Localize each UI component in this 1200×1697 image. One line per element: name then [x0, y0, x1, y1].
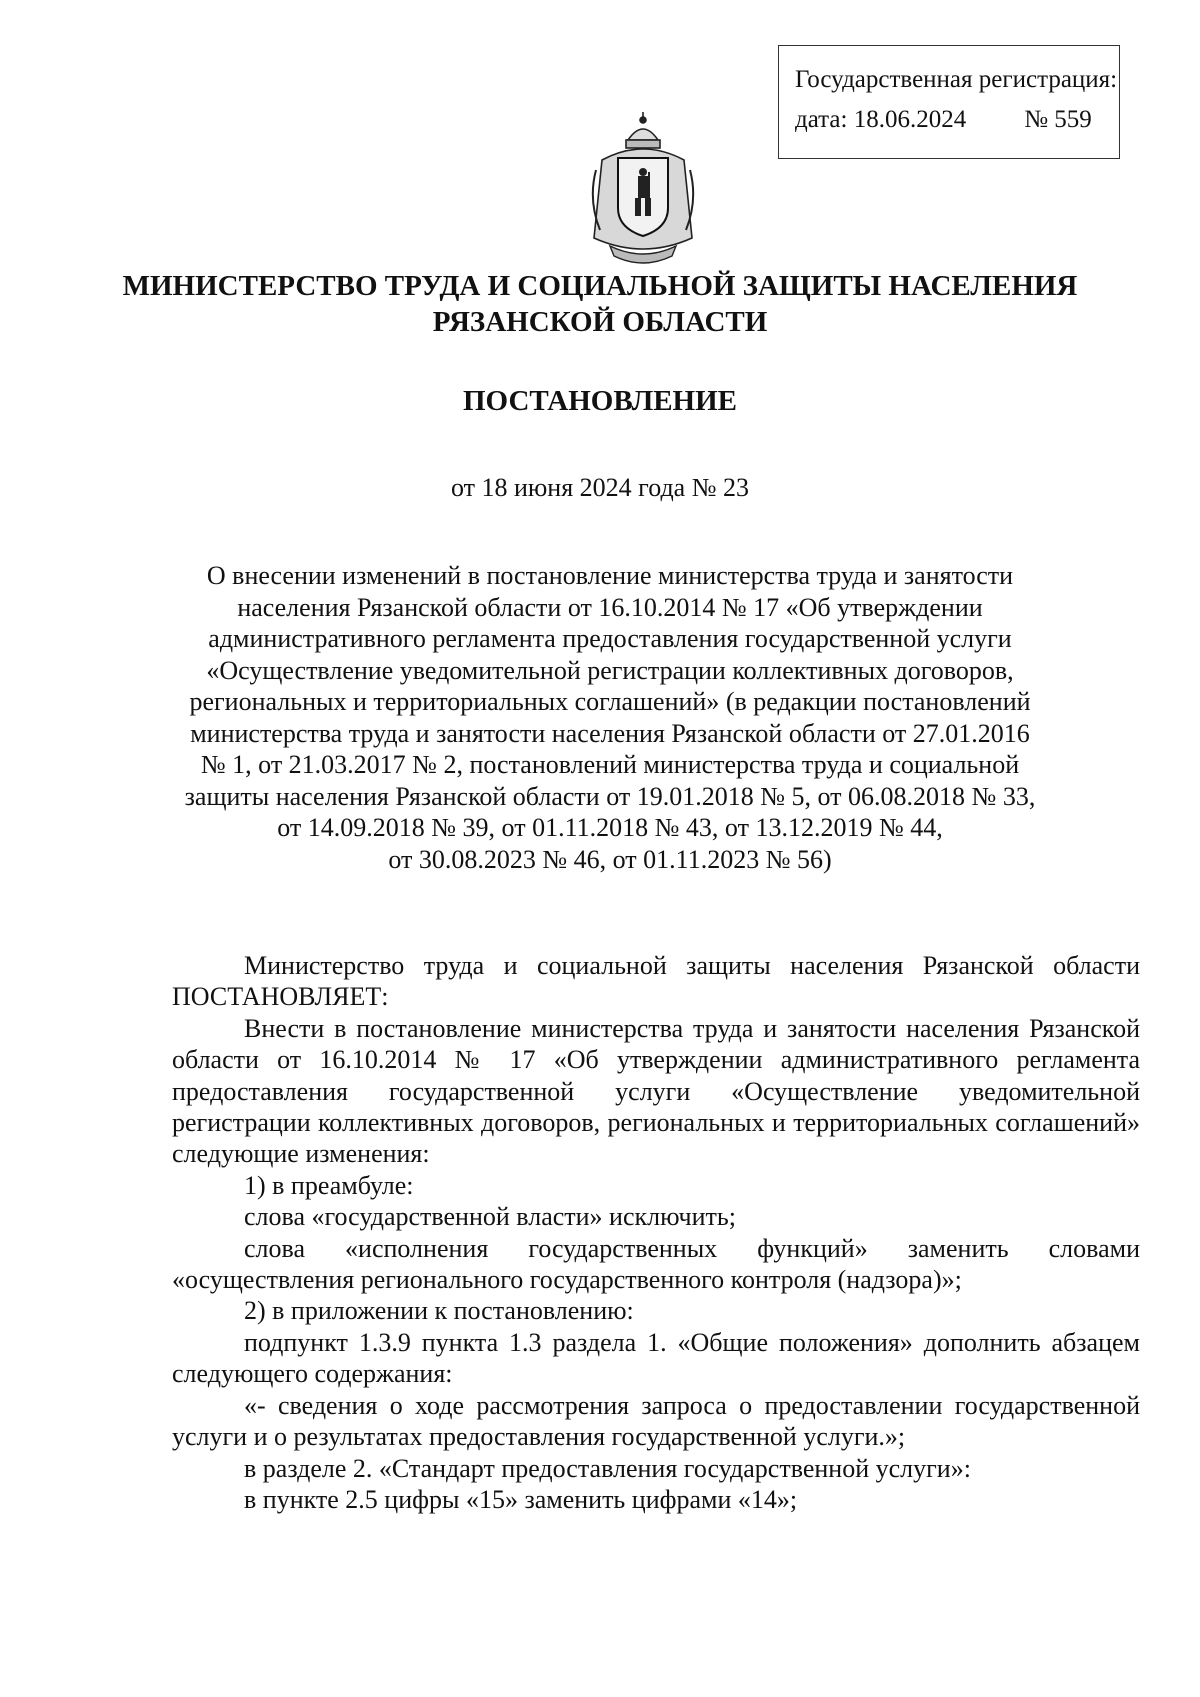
body-paragraph: 2) в приложении к постановлению:	[244, 1296, 634, 1326]
subject-line: «Осуществление уведомительной регистрации коллективных договоров,	[206, 655, 1014, 685]
body-paragraph: в пункте 2.5 цифры «15» заменить цифрами «14»;	[244, 1484, 798, 1514]
subject-line: № 1, от 21.03.2017 № 2, постановлений министерства труда и социальной	[200, 750, 1020, 779]
document-body	[172, 950, 1140, 1515]
registration-title: Государственная регистрация:	[795, 66, 1118, 93]
ministry-title-line2: РЯЗАНСКОЙ ОБЛАСТИ	[432, 306, 768, 338]
body-paragraph: слова «исполнения государственных функций» заменить словами «осуществления регионального государственного контроля (надзора)»;	[172, 1233, 1140, 1295]
subject-line: от 14.09.2018 № 39, от 01.11.2018 № 43, от 13.12.2019 № 44,	[277, 813, 943, 842]
subject-line: защиты населения Рязанской области от 19.01.2018 № 5, от 06.08.2018 № 33,	[184, 781, 1036, 811]
body-paragraph: Внести в постановление министерства труда и занятости населения Рязанской области от 16.10.2014 № 17 «Об утверждении административного регламента предоставления государственной услуги «Осуществление уведомительной регистрации коллективных договоров, региональных и территориальных соглашений» следующие изменения:	[172, 1013, 1140, 1169]
body-paragraph: Министерство труда и социальной защиты населения Рязанской области ПОСТАНОВЛЯЕТ:	[172, 951, 1140, 1012]
body-paragraph: «- сведения о ходе рассмотрения запроса о предоставлении государственной услуги и о результатах предоставления государственной услуги.»;	[172, 1390, 1140, 1452]
subject-line: от 30.08.2023 № 46, от 01.11.2023 № 56)	[388, 844, 832, 874]
registration-number: № 559	[1024, 106, 1092, 133]
document-type: ПОСТАНОВЛЕНИЕ	[462, 385, 737, 417]
subject-line: населения Рязанской области от 16.10.2014 № 17 «Об утверждении	[237, 592, 983, 622]
ministry-title	[0, 268, 1200, 340]
subject-line: министерства труда и занятости населения Рязанской области от 27.01.2016	[190, 718, 1030, 748]
document-subject	[170, 560, 1050, 875]
registration-stamp	[778, 45, 1120, 159]
ministry-title-line1: МИНИСТЕРСТВО ТРУДА И СОЦИАЛЬНОЙ ЗАЩИТЫ НАСЕЛЕНИЯ	[122, 270, 1078, 302]
document-date-number: от 18 июня 2024 года № 23	[450, 473, 750, 502]
body-paragraph: подпункт 1.3.9 пункта 1.3 раздела 1. «Общие положения» дополнить абзацем следующего содержания:	[172, 1327, 1140, 1389]
subject-line: региональных и территориальных соглашений» (в редакции постановлений	[189, 687, 1031, 716]
registration-date: дата: 18.06.2024	[795, 106, 967, 133]
ryazan-coat-of-arms-icon	[588, 110, 698, 272]
body-paragraph: 1) в преамбуле:	[244, 1170, 414, 1200]
subject-line: О внесении изменений в постановление министерства труда и занятости	[206, 561, 1014, 590]
body-paragraph: в разделе 2. «Стандарт предоставления государственной услуги»:	[244, 1453, 971, 1483]
body-paragraph: слова «государственной власти» исключить;	[244, 1202, 736, 1232]
subject-line: административного регламента предоставления государственной услуги	[208, 624, 1012, 653]
